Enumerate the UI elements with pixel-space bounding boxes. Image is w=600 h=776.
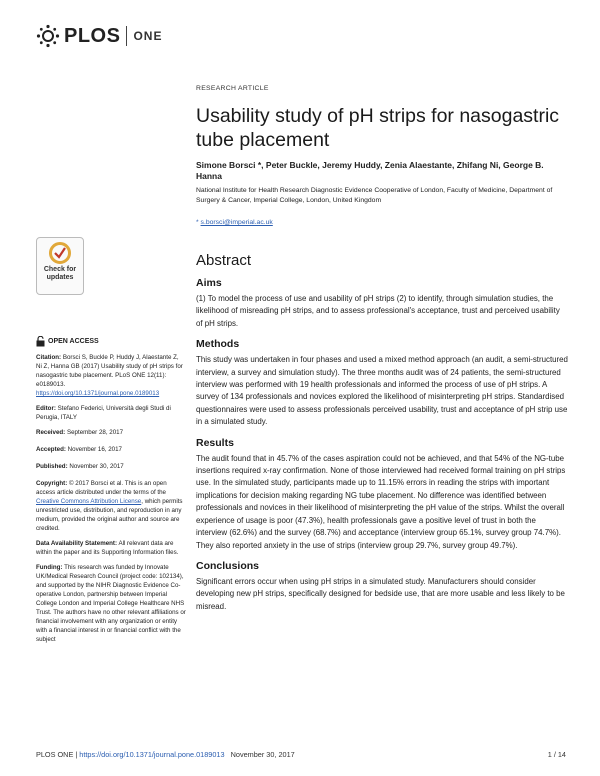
editor-label: Editor:	[36, 405, 56, 412]
footer-doi-link[interactable]: https://doi.org/10.1371/journal.pone.0189013	[79, 750, 225, 759]
data-availability-label: Data Availability Statement:	[36, 540, 118, 547]
citation-doi-link[interactable]: https://doi.org/10.1371/journal.pone.0189013	[36, 390, 160, 397]
data-availability-text: All relevant data are within the paper and its Supporting Information files.	[36, 540, 179, 556]
affiliation: National Institute for Health Research Diagnostic Evidence Cooperative of London, Faculty of Medicine, Department of Surgery & Cancer, Imperial College, London, United Kingdom	[196, 187, 553, 204]
methods-text: This study was undertaken in four phases and used a mixed method approach (an audit, a semi-structured interview, a survey and simulation study). The three months audit was of 24 patients, the semi-structured interview was performed with 19 health professionals and informed the process of use of pH strips. A survey of 134 professionals and novices explored the likelihood of misinterpreting pH strips. Standardised questionnaires were used to assess professionals perceived usability, trust and acceptance of pH strip use in a simulated study.	[196, 355, 568, 427]
plos-dots-icon	[36, 24, 60, 48]
funding-text: This research was funded by Innovate UK/Medical Research Council (project code: 102134), and supported by the NIHR Diagnostic Evidence Co-operative London, partnership between Imperial College London and Imperial College Healthcare NHS Trust. The authors have no other relevant affiliations or financial involvement with any organization or entity with a financial interest in or financial conflict with the subject	[36, 564, 186, 643]
badge-line2: updates	[46, 274, 74, 281]
logo-divider	[126, 26, 127, 46]
citation-text: Borsci S, Buckle P, Huddy J, Alaestante Z, Ni Z, Hanna GB (2017) Usability study of pH strips for nasogastric tube placement. PLoS ONE 12(11): e0189013.	[36, 354, 183, 388]
copyright-label: Copyright:	[36, 480, 68, 487]
article-type: RESEARCH ARTICLE	[196, 85, 269, 92]
accepted-label: Accepted:	[36, 446, 66, 453]
footer-date: November 30, 2017	[230, 750, 295, 759]
author-list: Simone Borsci *, Peter Buckle, Jeremy Huddy, Zenia Alaestante, Zhifang Ni, George B. Hanna	[196, 160, 544, 181]
received-date: September 28, 2017	[66, 429, 124, 436]
copyright-text-b: , which permits unrestricted use, distribution, and reproduction in any medium, provided the original author and source are credited.	[36, 498, 183, 532]
license-link[interactable]: Creative Commons Attribution License	[36, 498, 142, 505]
funding-label: Funding:	[36, 564, 63, 571]
accepted-date: November 16, 2017	[67, 446, 123, 453]
open-access-text: OPEN ACCESS	[48, 338, 99, 345]
page-footer	[36, 750, 566, 759]
open-access-label	[36, 336, 99, 347]
crossmark-icon	[49, 242, 71, 264]
published	[36, 462, 186, 471]
copyright-text-a: © 2017 Borsci et al. This is an open access article distributed under the terms of the	[36, 480, 167, 496]
received-label: Received:	[36, 429, 66, 436]
badge-line1: Check for	[43, 266, 77, 273]
email-link[interactable]: s.borsci@imperial.ac.uk	[200, 219, 273, 226]
funding	[36, 563, 186, 644]
received	[36, 428, 186, 437]
data-availability	[36, 539, 186, 557]
article-metadata	[36, 353, 186, 650]
published-date: November 30, 2017	[69, 463, 124, 470]
aims-heading: Aims	[196, 277, 222, 289]
conclusions-heading: Conclusions	[196, 559, 260, 572]
editor	[36, 404, 186, 422]
footer-journal: PLOS ONE	[36, 750, 74, 759]
aims-text: (1) To model the process of use and usability of pH strips (2) to identify, through simulation studies, the likelihood of misreading pH strips, and to assess professional's acceptance, trust and perceived usability of pH strips.	[196, 294, 560, 328]
accepted	[36, 445, 186, 454]
open-lock-icon	[36, 336, 45, 347]
page-number: 1 / 14	[547, 750, 566, 759]
abstract-body	[196, 277, 568, 613]
results-heading: Results	[196, 436, 234, 449]
abstract-heading: Abstract	[196, 252, 252, 269]
journal-name: ONE	[133, 29, 163, 43]
published-label: Published:	[36, 463, 68, 470]
methods-heading: Methods	[196, 338, 240, 351]
citation	[36, 353, 186, 398]
footer-separator: |	[75, 750, 78, 759]
article-title: Usability study of pH strips for nasogastric tube placement	[196, 105, 560, 151]
editor-text: Stefano Federici, Università degli Studi di Perugia, ITALY	[36, 405, 171, 421]
check-for-updates-badge[interactable]	[36, 237, 84, 295]
conclusions-text: Significant errors occur when using pH strips in a simulated study. Manufacturers should consider developing new pH strips, specifically designed for bedside use, that are more usable and less likely to be misread.	[196, 576, 565, 611]
corresponding-email	[196, 219, 568, 226]
citation-label: Citation:	[36, 354, 62, 361]
copyright	[36, 479, 186, 533]
results-text: The audit found that in 45.7% of the cases aspiration could not be achieved, and that 54% of the NG-tube insertions required x-ray confirmation. None of those interviewed had received formal training on pH strips use. In the simulated study, participants made up to 11.15% errors in reading the strips with important implications for decision making regarding NG tube placement. No difference was identified between professionals and novices in their likelihood of misinterpreting the pH value of the strips. Whilst the overall experience of usage is poor (47.3%), health professionals gave a positive level of trust in both the interview (62.6%) and the survey (68.7%) and acceptance (interview group 65.1%, survey group 74.7%). They also reported anxiety in the use of strips (interview group 29.7%, survey group 49.7%).	[196, 453, 566, 550]
plos-wordmark: PLOS	[64, 24, 121, 47]
email-asterisk: *	[196, 219, 199, 226]
plos-logo[interactable]	[36, 24, 162, 48]
